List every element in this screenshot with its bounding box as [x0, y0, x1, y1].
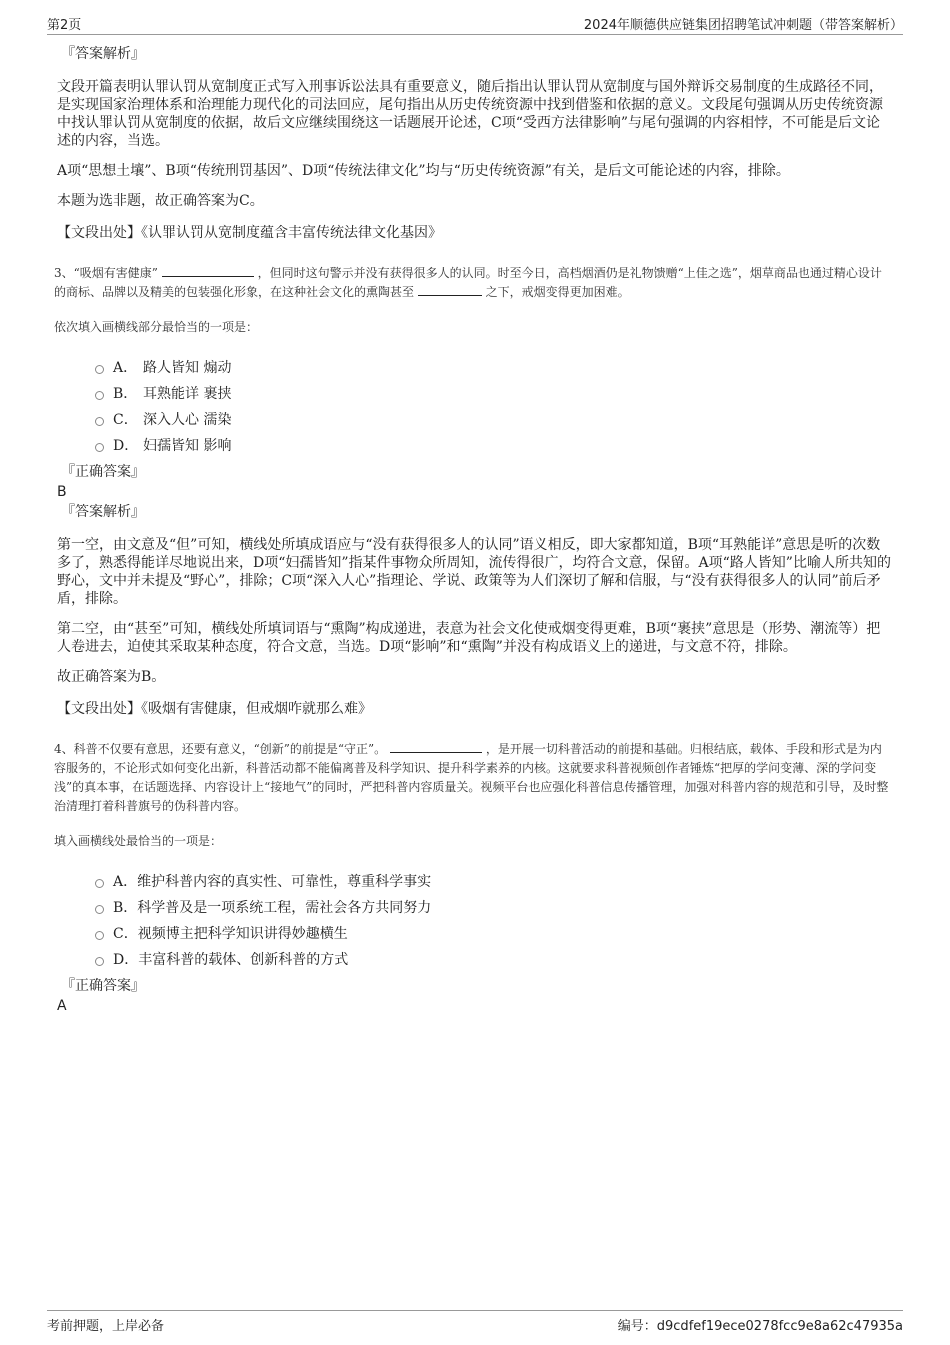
- radio-icon[interactable]: [95, 931, 104, 940]
- option-b[interactable]: B． 科学普及是一项系统工程，需社会各方共同努力: [95, 894, 893, 920]
- footer-slogan: 考前押题，上岸必备: [47, 1319, 165, 1334]
- option-d[interactable]: D． 妇孺皆知 影响: [95, 432, 893, 458]
- page-number: 第2页: [47, 18, 82, 33]
- correct-answer-label: 『正确答案』: [61, 464, 145, 480]
- radio-icon[interactable]: [95, 879, 104, 888]
- question-4-options: [95, 868, 893, 972]
- page-footer: [47, 1310, 903, 1334]
- page-header: [47, 14, 903, 35]
- option-a[interactable]: A． 维护科普内容的真实性、可靠性，尊重科学事实: [95, 868, 893, 894]
- radio-icon[interactable]: [95, 391, 104, 400]
- fill-blank: [418, 283, 482, 296]
- radio-icon[interactable]: [95, 905, 104, 914]
- analysis-paragraph: 文段开篇表明认罪认罚从宽制度正式写入刑事诉讼法具有重要意义，随后指出认罪认罚从宽制度与国外辩诉交易制度的生成路径不同，是实现国家治理体系和治理能力现代化的司法回应，尾句指出从历史传统资源中找到借鉴和依据的意义。文段尾句强调从历史传统资源中找认罪认罚从宽制度的依据，故后文应继续围绕这一话题展开论述，C项“受西方法律影响”与尾句强调的内容相悖，不可能是后文论述的内容，当选。: [57, 79, 883, 149]
- question-instruction: 依次填入画横线部分最恰当的一项是：: [54, 320, 259, 334]
- analysis-paragraph: 第二空，由“甚至”可知，横线处所填词语与“熏陶”构成递进，表意为社会文化使戒烟变得更难，B项“裹挟”意思是（形势、潮流等）把人卷进去，迫使其采取某种态度，符合文意，当选。D项“影响”和“熏陶”并没有构成语义上的递进，与文意不符，排除。: [57, 621, 881, 655]
- question-4: 4、科普不仅要有意思，还要有意义，“创新”的前提是“守正”。 ，是开展一切科普活动的前提和基础。归根结底，载体、手段和形式是为内容服务的，不论形式如何变化出新，科普活动都不能偏离普及科学知识、提升科学素养的内核。这就要求科普视频创作者锤炼“把厚的学问变薄、深的学问变浅”的真本事，在话题选择、内容设计上“接地气”的同时，严把科普内容质量关。视频平台也应强化科普信息传播管理，加强对科普内容的规范和引导，及时整治清理打着科普旗号的伪科普内容。: [54, 742, 889, 813]
- fill-blank: [162, 264, 254, 277]
- analysis-paragraph: 第一空，由文意及“但”可知，横线处所填成语应与“没有获得很多人的认同”语义相反，即大家都知道，B项“耳熟能详”意思是听的次数多了，熟悉得能详尽地说出来，D项“妇孺皆知”指某件事物众所周知，流传得很广，均符合文意，保留。A项“路人皆知”比喻人所共知的野心，文中并未提及“野心”，排除；C项“深入人心”指理论、学说、政策等为人们深切了解和信服，与“没有获得很多人的认同”前后矛盾，排除。: [57, 537, 891, 607]
- passage-source: 【文段出处】《吸烟有害健康，但戒烟咋就那么难》: [57, 701, 372, 717]
- question-3: 3、“吸烟有害健康” ，但同时这句警示并没有获得很多人的认同。时至今日，高档烟酒仍是礼物馈赠“上佳之选”，烟草商品也通过精心设计的商标、品牌以及精美的包装强化形象，在这种社会文化的熏陶甚至 之下，戒烟变得更加困难。: [54, 266, 882, 299]
- question-instruction: 填入画横线处最恰当的一项是：: [54, 834, 223, 848]
- correct-answer-label: 『正确答案』: [61, 978, 145, 994]
- option-c[interactable]: C． 视频博主把科学知识讲得妙趣横生: [95, 920, 893, 946]
- document-title: 2024年顺德供应链集团招聘笔试冲刺题（带答案解析）: [583, 18, 903, 33]
- option-b[interactable]: B． 耳熟能详 裹挟: [95, 380, 893, 406]
- radio-icon[interactable]: [95, 443, 104, 452]
- passage-source: 【文段出处】《认罪认罚从宽制度蕴含丰富传统法律文化基因》: [57, 225, 442, 241]
- radio-icon[interactable]: [95, 417, 104, 426]
- page-content: [54, 44, 893, 1016]
- option-a[interactable]: A． 路人皆知 煽动: [95, 354, 893, 380]
- analysis-label: 『答案解析』: [61, 46, 145, 62]
- analysis-paragraph: 本题为选非题，故正确答案为C。: [57, 193, 264, 209]
- correct-answer: B: [57, 484, 67, 500]
- document-id: 编号：d9cdfef19ece0278fcc9e8a62c47935a: [617, 1319, 903, 1334]
- radio-icon[interactable]: [95, 365, 104, 374]
- option-d[interactable]: D． 丰富科普的载体、创新科普的方式: [95, 946, 893, 972]
- option-c[interactable]: C． 深入人心 濡染: [95, 406, 893, 432]
- fill-blank: [390, 740, 482, 753]
- analysis-paragraph: 故正确答案为B。: [57, 669, 166, 685]
- correct-answer: A: [57, 998, 67, 1014]
- question-3-options: [95, 354, 893, 458]
- analysis-label: 『答案解析』: [61, 504, 145, 520]
- analysis-paragraph: A项“思想土壤”、B项“传统刑罚基因”、D项“传统法律文化”均与“历史传统资源”有关，是后文可能论述的内容，排除。: [57, 163, 790, 179]
- radio-icon[interactable]: [95, 957, 104, 966]
